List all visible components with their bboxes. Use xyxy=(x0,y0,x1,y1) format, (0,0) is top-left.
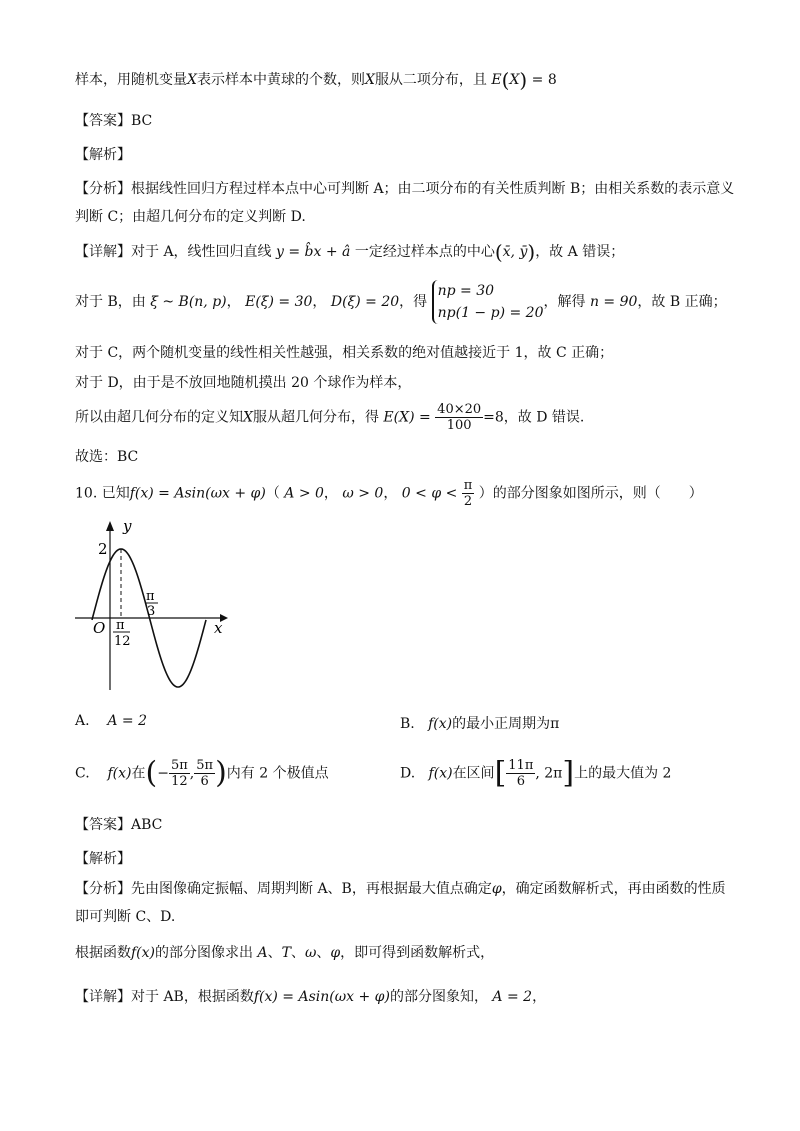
text: 【详解】对于 AB，根据函数 xyxy=(75,989,254,1005)
formula: f(x) xyxy=(428,716,453,732)
var: φ xyxy=(330,945,341,961)
guxuan: 故选：BC xyxy=(75,449,139,465)
text: ，确定函数解析式，再由函数的性质 xyxy=(501,881,726,897)
text: 的部分图像求出 xyxy=(155,945,254,961)
var: T xyxy=(281,945,291,961)
formula: A = 2 xyxy=(107,713,148,729)
formula: D(ξ) = 20 xyxy=(330,294,400,310)
fraction: $\frac{40\times 20}{100}$ xyxy=(437,402,482,433)
text: 【详解】对于 A，线性回归直线 xyxy=(75,244,272,260)
c-line: 对于 C，两个随机变量的线性相关性越强，相关系数的绝对值越接近于 1，故 C 正确； xyxy=(75,345,614,361)
text: 10. 已知 xyxy=(75,485,130,502)
text: 在 xyxy=(131,765,146,782)
formula: x̄, ȳ xyxy=(502,244,528,260)
text: 对于 B，由 xyxy=(75,294,146,310)
y-label: y xyxy=(123,517,132,535)
text: ， xyxy=(532,989,547,1005)
var: X xyxy=(187,72,197,88)
text: 服从超几何分布，得 xyxy=(252,409,379,426)
var: φ xyxy=(491,881,502,897)
detail-2 xyxy=(75,986,546,1006)
x-label: x xyxy=(214,619,223,637)
option-label: C. xyxy=(75,765,90,782)
formula: y = b̂x + â xyxy=(276,244,351,260)
option-b[interactable] xyxy=(400,713,559,733)
option-label: B. xyxy=(400,716,415,732)
option-label: D. xyxy=(400,765,416,782)
fenxi-1b: 判断 C；由超几何分布的定义判断 D. xyxy=(75,209,306,225)
origin-label: O xyxy=(93,619,106,637)
text: = 8 xyxy=(531,72,557,88)
formula: E(ξ) = 30 xyxy=(245,294,313,310)
jiexi-1: 【解析】 xyxy=(75,147,131,163)
fenxi-1a: 【分析】根据线性回归方程过样本点中心可判断 A；由二项分布的有关性质判断 B；由相关系数的表示意义 xyxy=(75,181,735,197)
text: 内有 2 个极值点 xyxy=(226,765,329,782)
equation-system xyxy=(432,280,544,324)
option-a[interactable] xyxy=(75,713,147,729)
formula: A > 0 xyxy=(284,485,324,502)
fraction: $\frac{5\pi}{12}$ xyxy=(170,758,188,789)
d-line: 对于 D，由于是不放回地随机摸出 20 个球作为样本， xyxy=(75,375,412,391)
text: ，解得 xyxy=(543,294,586,310)
formula: E(X) = xyxy=(383,409,431,426)
tick-pi12-num: π xyxy=(116,618,125,633)
y-axis-arrow-icon xyxy=(106,521,114,531)
tick-pi3-den: 3 xyxy=(147,604,156,619)
tick-pi12-den: 12 xyxy=(114,634,131,649)
text: 表示样本中黄球的个数，则 xyxy=(196,72,365,88)
fraction: $\frac{11\pi}{6}$ xyxy=(508,758,534,789)
text: 的部分图象知， xyxy=(389,989,488,1005)
text: （ xyxy=(265,485,280,502)
answer-2: 【答案】ABC xyxy=(75,817,163,833)
text: ，得 xyxy=(399,294,428,310)
text: 所以由超几何分布的定义知 xyxy=(75,409,243,426)
option-label: A. xyxy=(75,713,90,729)
b-line: 对于 B，由 ξ ~ B(n, p)， E(ξ) = 30， D(ξ) = 20，得 np = 30 np(1 − p) = 20，解得 n = 90，故 B 正确； xyxy=(75,280,727,324)
fenxi-2b: 即可判断 C、D. xyxy=(75,909,176,925)
formula: f(x) xyxy=(428,765,453,782)
text: 服从二项分布，且 xyxy=(374,72,487,88)
option-c[interactable]: C. f(x)在(− $\frac{5\pi}{12}$ , $\frac{5\pi}{6}$ )内有 2 个极值点 xyxy=(75,755,329,791)
text: 【分析】先由图像确定振幅、周期判断 A、B，再根据最大值点确定 xyxy=(75,881,492,897)
fraction: $\frac{\pi}{2}$ xyxy=(463,478,473,509)
text: ，故 A 错误； xyxy=(535,244,625,260)
var: X xyxy=(509,72,520,88)
formula: 0 < φ < xyxy=(401,485,458,502)
formula: f(x) = Asin(ωx + φ) xyxy=(129,485,266,502)
jiexi-2: 【解析】 xyxy=(75,851,131,867)
text: 的最小正周期为π xyxy=(452,716,560,732)
text: 上的最大值为 2 xyxy=(574,765,672,782)
text: =8，故 D 错误. xyxy=(483,409,585,426)
formula: ξ ~ B(n, p) xyxy=(150,294,227,310)
text: 在区间 xyxy=(452,765,495,782)
text: 一定经过样本点的中心 xyxy=(354,244,495,260)
tick-pi3-num: π xyxy=(146,589,155,604)
answer-1: 【答案】BC xyxy=(75,113,153,129)
formula: ω > 0 xyxy=(342,485,384,502)
var: X xyxy=(243,409,253,426)
fraction: $\frac{5\pi}{6}$ xyxy=(196,758,214,789)
function-graph xyxy=(70,515,240,695)
text: ，故 B 正确； xyxy=(637,294,727,310)
formula: f(x) = Asin(ωx + φ) xyxy=(253,989,390,1005)
option-d[interactable]: D. f(x)在区间[ $\frac{11\pi}{6}$ , 2π]上的最大值为 2 xyxy=(400,755,672,791)
formula: n = 90 xyxy=(589,294,638,310)
fenxi-2a xyxy=(75,878,726,898)
question-10: 10. 已知f(x) = Asin(ωx + φ)（ A > 0， ω > 0， 0 < φ < $\frac{\pi}{2}$ ）的部分图象如图所示，则（ ） xyxy=(75,478,703,509)
max-value-label: 2 xyxy=(98,540,108,558)
var: E xyxy=(491,72,502,88)
formula: np = 30 xyxy=(437,283,495,299)
detail-1: 【详解】对于 A，线性回归直线 y = b̂x + â 一定经过样本点的中心(x̄, ȳ)，故 A 错误； xyxy=(75,240,625,264)
text: ，即可得到函数解析式， xyxy=(340,945,495,961)
para-sample: 样本，用随机变量X表示样本中黄球的个数，则X服从二项分布，且 E(X) = 8 xyxy=(75,68,557,92)
formula: f(x) xyxy=(131,945,156,961)
var: ω xyxy=(304,945,317,961)
text: ）的部分图象如图所示，则（ ） xyxy=(478,485,703,502)
formula: A = 2 xyxy=(492,989,533,1005)
var: A xyxy=(257,945,268,961)
text: 根据函数 xyxy=(75,945,131,961)
gen-line: 根据函数f(x)的部分图像求出 A、T、ω、φ，即可得到函数解析式， xyxy=(75,945,495,961)
formula: np(1 − p) = 20 xyxy=(437,305,544,321)
text: 样本，用随机变量 xyxy=(75,72,187,88)
formula: f(x) xyxy=(107,765,132,782)
d-line-2 xyxy=(75,402,584,433)
var: X xyxy=(364,72,375,88)
